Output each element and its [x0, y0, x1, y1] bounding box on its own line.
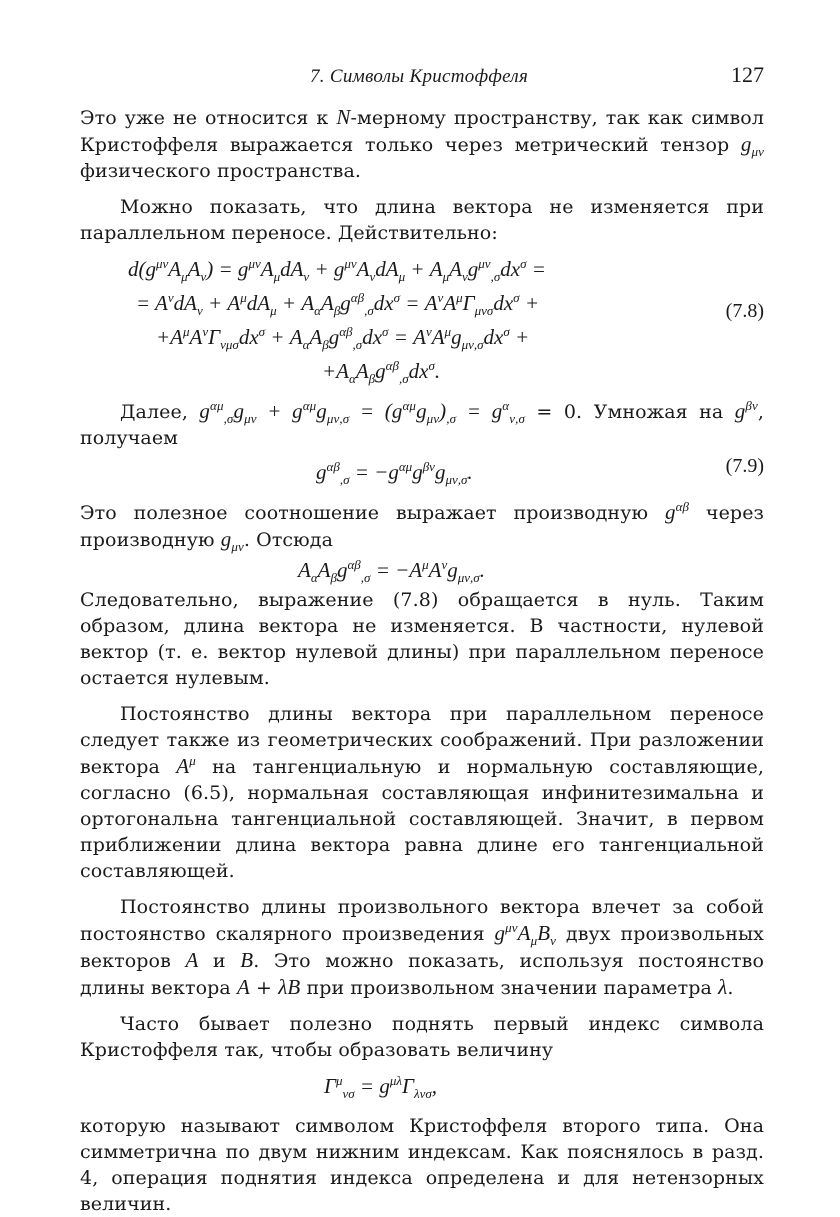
equation-7-9: $g^{\alpha\beta}_{,\sigma} = -g^{\alpha\mu}g^{\beta\nu}g_{\mu\nu,\sigma}$. (7.9) — [316, 455, 764, 488]
page-number: 127 — [731, 62, 764, 87]
equation-christoffel-second-kind: $\Gamma^\mu_{\nu\sigma} = g^{\mu\lambda}\Gamma_{\lambda\nu\sigma}$, — [324, 1073, 438, 1102]
paragraph-5: Следовательно, выражение (7.8) обращается в нуль. Таким образом, длина вектора не изменяется. В частности, нулевой вектор (т. е. вектор нулевой длины) при параллельном переносе остается нулевым. — [80, 589, 764, 689]
page — [80, 62, 764, 1217]
paragraph-7: Постоянство длины произвольного вектора влечет за собой постоянство скалярного произведения $g^{\mu\nu}A_\mu B_\nu$ двух произвольных векторов A и B. Это можно показать, используя постоянство длины вектора A + λB при произвольном значении параметра λ. — [80, 896, 764, 999]
paragraph-8: Часто бывает полезно поднять первый индекс символа Кристоффеля так, чтобы образовать величину — [80, 1013, 764, 1061]
equation-number-7-9: (7.9) — [725, 455, 764, 477]
paragraph-9: которую называют символом Кристоффеля второго типа. Она симметрична по двум нижним индексам. Как пояснялось в разд. 4, операция поднятия индекса определена и для нетензорных величин. — [80, 1115, 764, 1215]
paragraph-2: Можно показать, что длина вектора не изменяется при параллельном переносе. Действительно: — [80, 196, 764, 244]
paragraph-4: Это полезное соотношение выражает производную $g^{\alpha\beta}$ через производную $g_{\mu\nu}$. Отсюда — [80, 499, 765, 555]
equation-contraction: $A_\alpha A_\beta g^{\alpha\beta}_{,\sigma} = -A^\mu A^\nu g_{\mu\nu,\sigma}$. — [298, 557, 485, 586]
running-head: 7. Символы Кристоффеля — [310, 66, 529, 87]
equation-7-8: $d(g^{\mu\nu}A_\mu A_\nu) = g^{\mu\nu}A_\mu dA_\nu + g^{\mu\nu}A_\nu dA_\mu + A_\mu A_\nu g^{\mu\nu}_{,\sigma}dx^\sigma$ = = $A^\nu dA_\nu + A^\mu dA_\mu + A_\alpha A_\beta g^{\alpha\beta}_{,\sigma}dx^\sigma = A^\nu A^\mu\Gamma_{\mu\nu\sigma}dx^\sigma$ + $+A^\mu A^\nu\Gamma_{\nu\mu\sigma}dx^\sigma + A_\alpha A_\beta g^{\alpha\beta}_{,\sigma}dx^\sigma = A^\nu A^\mu g_{\mu\nu,\sigma}dx^\sigma$ + $+A_\alpha A_\beta g^{\alpha\beta}_{,\sigma}dx^\sigma$. (7.8) — [128, 256, 764, 387]
paragraph-6: Постоянство длины вектора при параллельном переносе следует также из геометрических соображений. При разложении вектора $A^\mu$ на тангенциальную и нормальную составляющие, согласно (6.5), нормальная составляющая инфинитезимальна и ортогональна тангенциальной составляющей. Значит, в первом приближении длина вектора равна длине его тангенциальной составляющей. — [80, 703, 764, 882]
paragraph-3: Далее, $g^{\alpha\mu}_{,\sigma}g_{\mu\nu} + g^{\alpha\mu}g_{\mu\nu,\sigma} = (g^{\alpha\mu}g_{\mu\nu})_{,\sigma} = g^\alpha_{\nu,\sigma} = 0$. Умножая на $g^{\beta\nu}$, получаем — [80, 398, 764, 449]
page-header — [80, 62, 764, 94]
equation-number-7-8: (7.8) — [725, 300, 764, 322]
paragraph-1: Это уже не относится к N-мерному пространству, так как символ Кристоффеля выражается только через метрический тензор $g_{\mu\nu}$ физического пространства. — [80, 105, 765, 182]
